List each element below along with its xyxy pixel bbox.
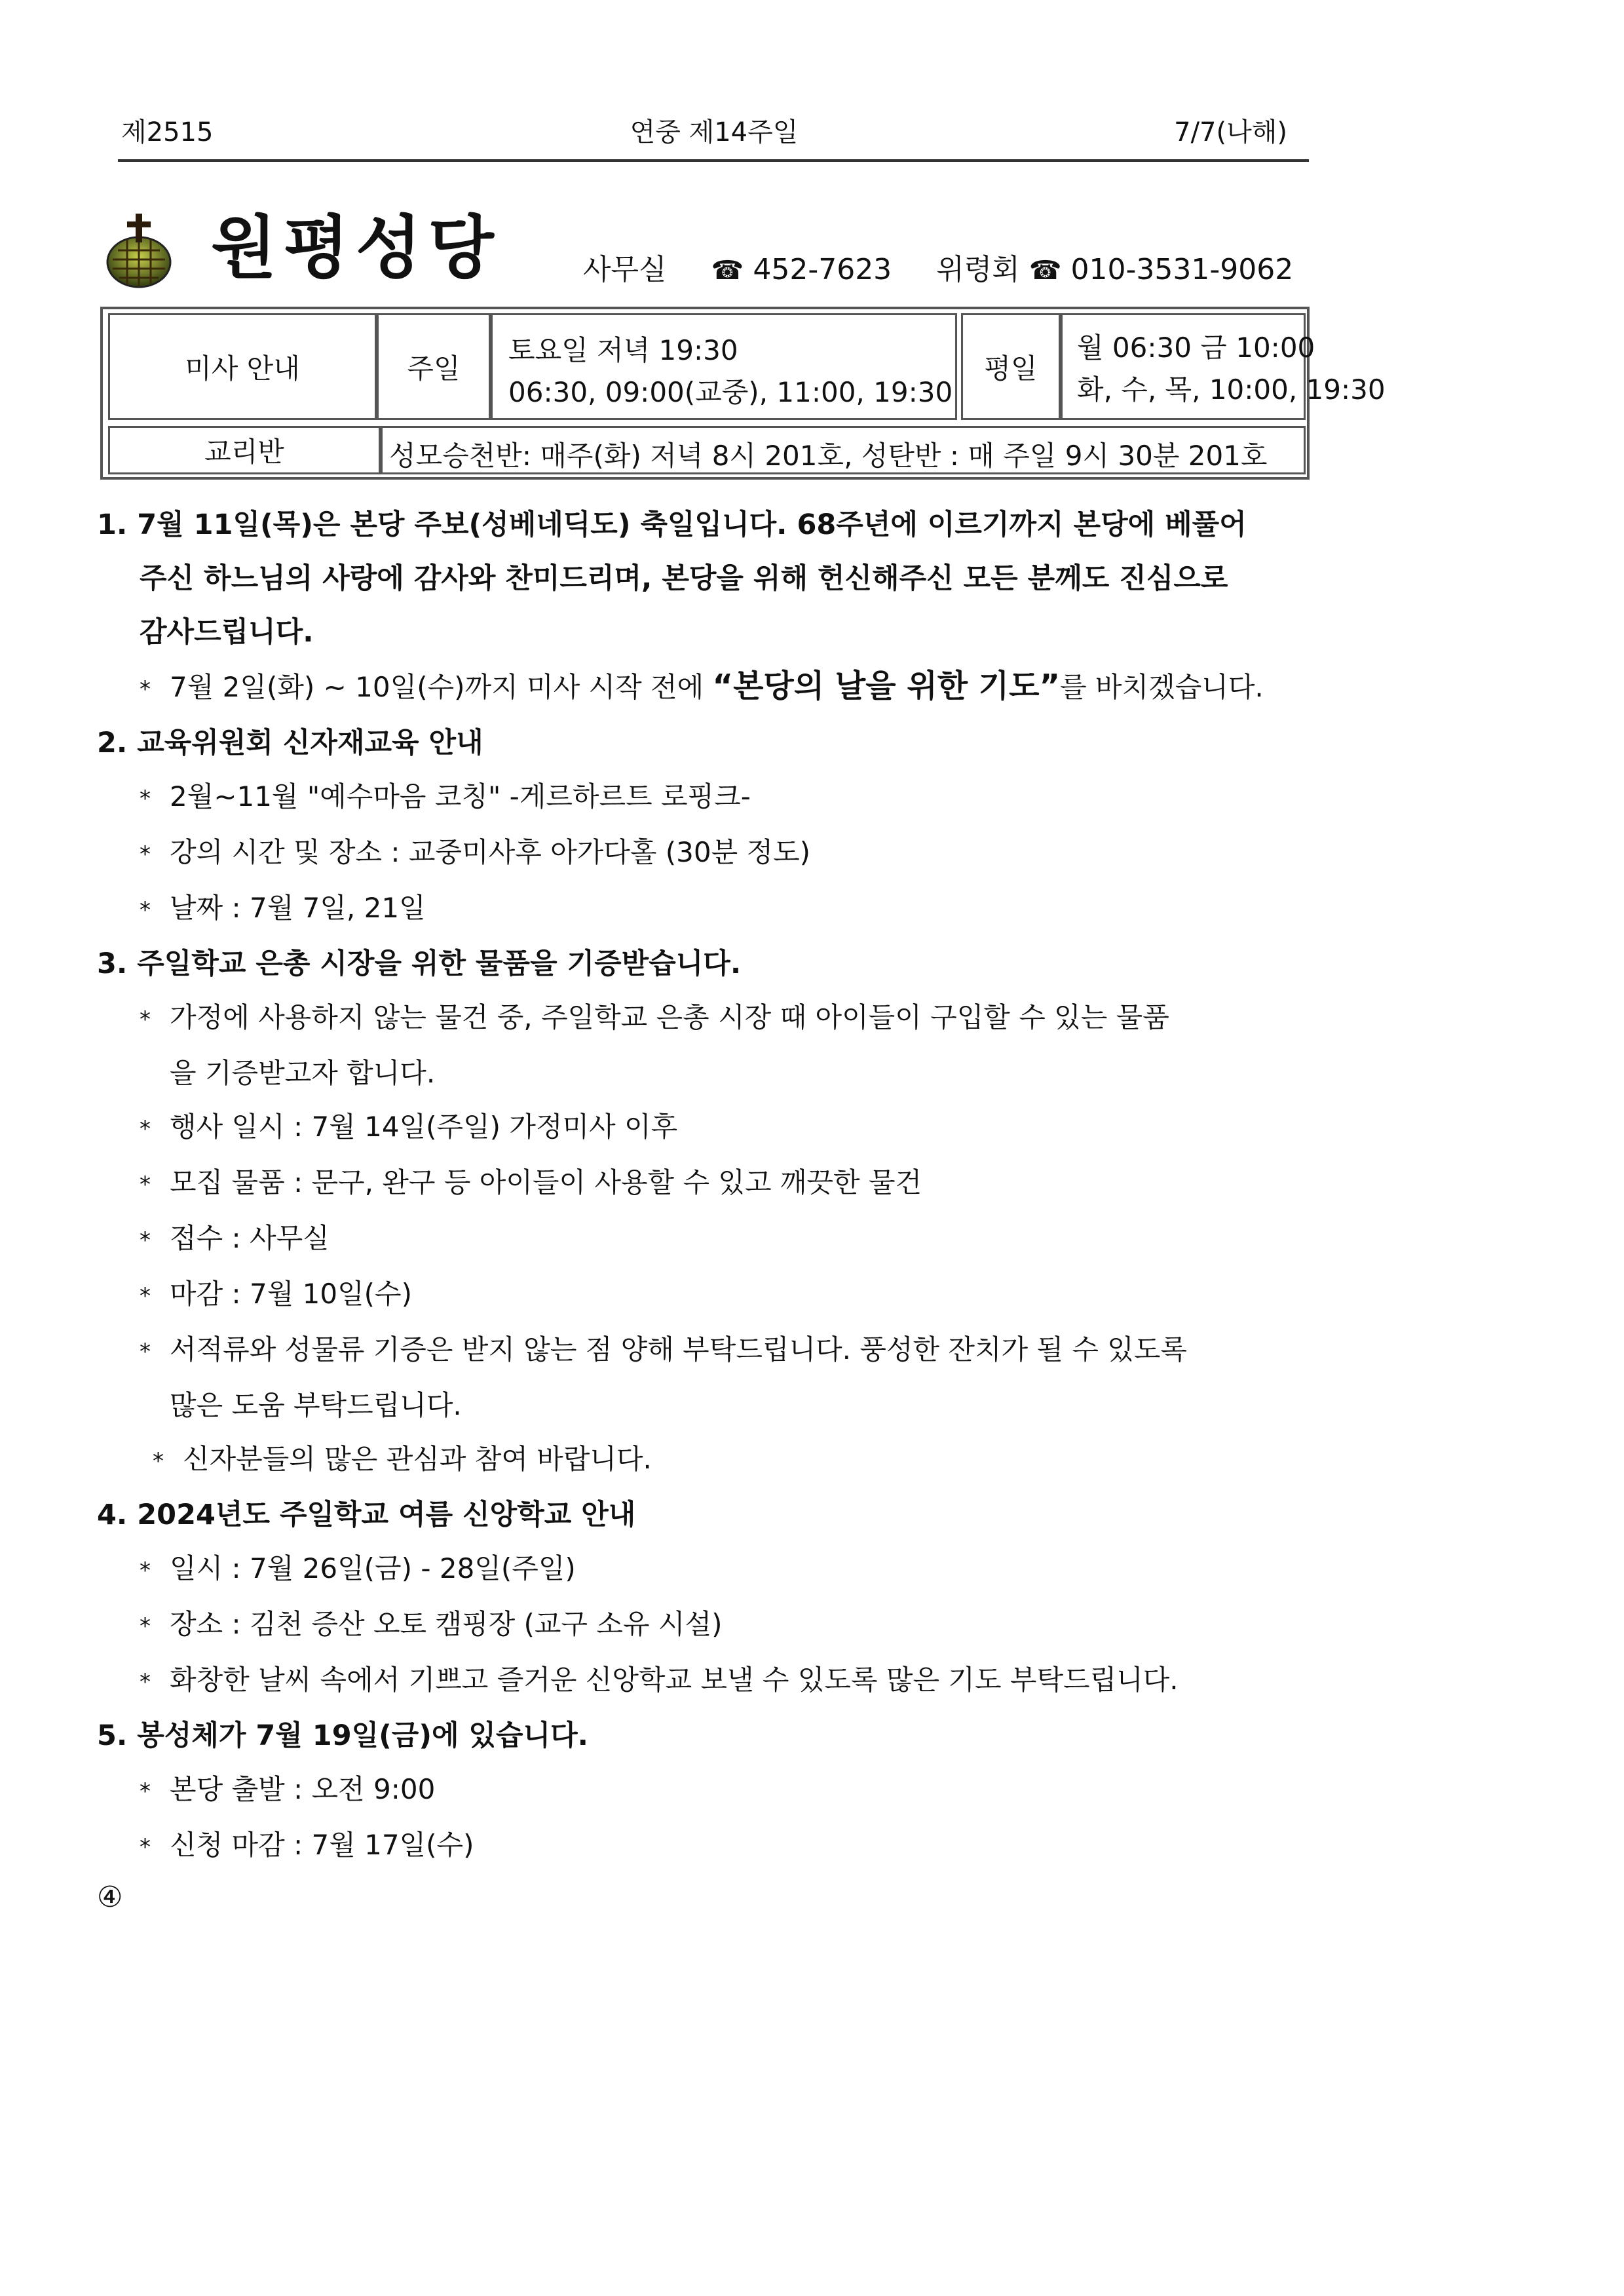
note-text: 접수 : 사무실 [170, 1222, 330, 1254]
bullet-mark: * [140, 1283, 151, 1309]
announcement-note [97, 991, 1315, 1046]
announcement-note [97, 881, 1315, 937]
note-text: 날짜 : 7월 7일, 21일 [170, 892, 426, 924]
bullet-mark: * [140, 786, 151, 812]
announcement-note [97, 1212, 1315, 1267]
announcement-note [97, 1267, 1315, 1323]
announcement-title: 4. 2024년도 주일학교 여름 신앙학교 안내 [97, 1499, 636, 1531]
note-text: 강의 시간 및 장소 : 교중미사후 아가다홀 (30분 정도) [170, 836, 811, 868]
announcement-2 [97, 716, 1315, 937]
page-number-mark: ④ [97, 1881, 123, 1914]
issue-number: 제2515 [121, 117, 214, 147]
announcement-note [97, 826, 1315, 881]
announcement-title: 1. 7월 11일(목)은 본당 주보(성베네딕도) 축일입니다. 68주년에 이르기까지 본당에 베풀어 [97, 508, 1247, 541]
liturgical-title: 연중 제14주일 [630, 117, 799, 147]
note-text: 마감 : 7월 10일(수) [170, 1278, 412, 1310]
phone-icon: ☎ [1029, 256, 1062, 286]
bullet-mark: * [140, 841, 151, 868]
prayer-title: “본당의 날을 위한 기도” [712, 668, 1061, 704]
note-text: 2월~11월 "예수마음 코칭" -게르하르트 로핑크- [170, 780, 751, 813]
weekday-times [1061, 313, 1386, 420]
announcement-1 [97, 498, 1315, 716]
note-text: 신자분들의 많은 관심과 참여 바랍니다. [183, 1443, 652, 1475]
announcement-title: 2. 교육위원회 신자재교육 안내 [97, 727, 483, 759]
announcement-note [97, 770, 1315, 826]
catechism-text: 성모승천반: 매주(화) 저녁 8시 201호, 성탄반 : 매 주일 9시 30분 201호 [381, 426, 1306, 474]
note-text: 행사 일시 : 7월 14일(주일) 가정미사 이후 [170, 1111, 678, 1143]
announcement-line: 주신 하느님의 사랑에 감사와 찬미드리며, 본당을 위해 헌신해주신 모든 분께도 진심으로 [140, 562, 1228, 595]
announcement-title: 5. 봉성체가 7월 19일(금)에 있습니다. [97, 1719, 588, 1752]
bullet-mark: * [140, 1834, 151, 1860]
bullet-mark: * [140, 1778, 151, 1805]
announcement-note [97, 1542, 1315, 1598]
note-text: 화창한 날씨 속에서 기쁘고 즐거운 신앙학교 보낼 수 있도록 많은 기도 부탁드립니다. [170, 1664, 1179, 1696]
catechism-label: 교리반 [108, 426, 381, 474]
sunday-times [491, 313, 957, 420]
announcement-note [97, 1598, 1315, 1653]
announcement-note [97, 1432, 1315, 1488]
note-text: 가정에 사용하지 않는 물건 중, 주일학교 은총 시장 때 아이들이 구입할 수 있는 물품 [170, 1001, 1169, 1033]
note-continuation: 많은 도움 부탁드립니다. [170, 1389, 462, 1421]
announcement-3 [97, 937, 1315, 1488]
bullet-mark: * [140, 1669, 151, 1695]
office-phone: 452-7623 [753, 253, 892, 286]
bullet-mark: * [140, 676, 151, 702]
mass-schedule-table [100, 307, 1386, 480]
bulletin-date: 7/7(나해) [1174, 117, 1287, 147]
announcements [97, 498, 1315, 1874]
announcement-note [97, 1156, 1315, 1212]
announcement-note [97, 659, 1315, 716]
note-text: 장소 : 김천 증산 오토 캠핑장 (교구 소유 시설) [170, 1608, 723, 1640]
weekday-times-line2: 화, 수, 목, 10:00, 19:30 [1077, 373, 1386, 406]
bullet-mark: * [140, 1558, 151, 1584]
committee-phone: 010-3531-9062 [1070, 253, 1294, 286]
announcement-note [97, 1323, 1315, 1379]
cross-globe-logo-icon [105, 211, 173, 288]
note-continuation: 을 기증받고자 합니다. [170, 1057, 436, 1089]
note-text: 7월 2일(화) ~ 10일(수)까지 미사 시작 전에 [170, 671, 713, 703]
sunday-times-line1: 토요일 저녁 19:30 [508, 334, 738, 366]
sunday-times-line2: 06:30, 09:00(교중), 11:00, 19:30 [508, 376, 953, 408]
bulletin-header [121, 111, 1307, 157]
announcement-title: 3. 주일학교 은총 시장을 위한 물품을 기증받습니다. [97, 947, 742, 980]
bullet-mark: * [140, 1006, 151, 1033]
note-text: 본당 출발 : 오전 9:00 [170, 1773, 436, 1805]
note-text: 신청 마감 : 7월 17일(수) [170, 1829, 474, 1861]
office-label: 사무실 [583, 253, 667, 286]
note-text: 서적류와 성물류 기증은 받지 않는 점 양해 부탁드립니다. 풍성한 잔치가 될 수 있도록 [170, 1333, 1188, 1366]
note-text: 일시 : 7월 26일(금) - 28일(주일) [170, 1552, 576, 1584]
header-divider [118, 159, 1309, 162]
committee-label: 위령회 [936, 253, 1020, 286]
announcement-note [97, 1653, 1315, 1709]
bullet-mark: * [140, 1172, 151, 1198]
church-name: 원평성당 [211, 208, 500, 288]
announcement-note [97, 1818, 1315, 1874]
bullet-mark: * [140, 1227, 151, 1253]
bullet-mark: * [153, 1448, 164, 1474]
bullet-mark: * [140, 1613, 151, 1639]
bullet-mark: * [140, 1116, 151, 1142]
note-text: 모집 물품 : 문구, 완구 등 아이들이 사용할 수 있고 깨끗한 물건 [170, 1166, 922, 1198]
bullet-mark: * [140, 1339, 151, 1365]
phone-icon: ☎ [711, 256, 744, 286]
contact-info [583, 246, 1293, 288]
announcement-5 [97, 1709, 1315, 1874]
announcement-note [97, 1763, 1315, 1818]
weekday-label: 평일 [961, 313, 1061, 420]
announcement-line: 감사드립니다. [140, 616, 314, 649]
announcement-note [97, 1100, 1315, 1156]
sunday-label: 주일 [377, 313, 491, 420]
weekday-times-line1: 월 06:30 금 10:00 [1077, 332, 1315, 364]
mass-label: 미사 안내 [108, 313, 377, 420]
note-text: 를 바치겠습니다. [1060, 671, 1264, 703]
bullet-mark: * [140, 897, 151, 923]
announcement-4 [97, 1488, 1315, 1709]
